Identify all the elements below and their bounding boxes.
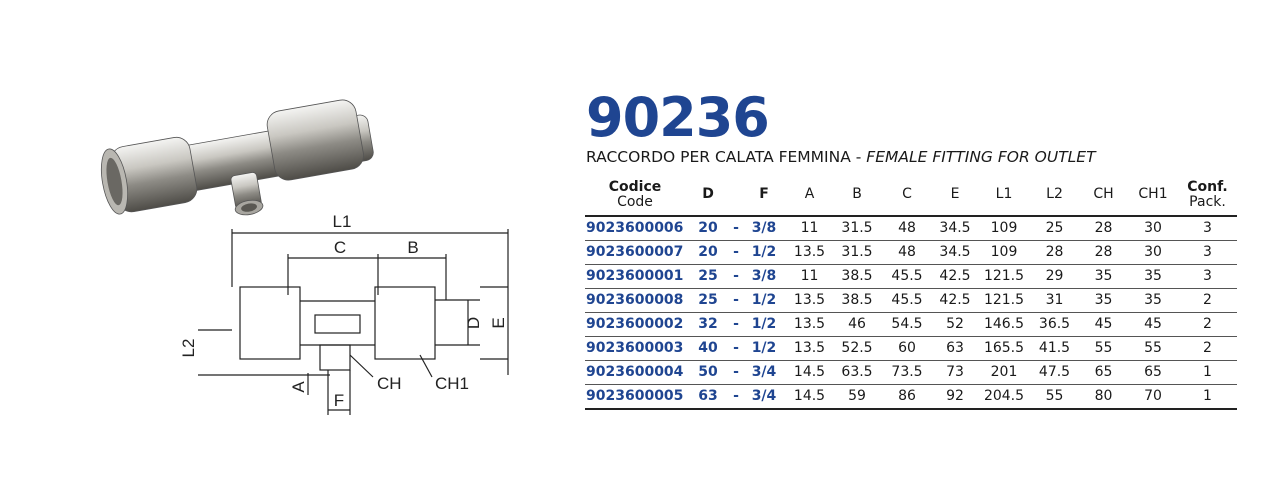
cell-b: 46 bbox=[848, 316, 866, 332]
cell-conf: 1 bbox=[1203, 388, 1212, 404]
cell-b: 38.5 bbox=[841, 268, 873, 284]
cell-e: 73 bbox=[946, 364, 964, 380]
cell-f: 3/4 bbox=[751, 388, 777, 404]
cell-ch1: 30 bbox=[1144, 244, 1162, 260]
table-row bbox=[585, 337, 1237, 361]
cell-a: 13.5 bbox=[793, 340, 826, 356]
cell-ch: 80 bbox=[1094, 388, 1113, 404]
col-l1: L1 bbox=[995, 186, 1013, 202]
cell-code: 9023600007 bbox=[586, 244, 684, 260]
col-c: C bbox=[902, 186, 912, 202]
col-conf-it: Conf. bbox=[1187, 178, 1228, 195]
table-row bbox=[585, 265, 1237, 289]
cell-c: 48 bbox=[898, 220, 916, 236]
label-A: A bbox=[289, 381, 308, 393]
table-header-row bbox=[585, 174, 1237, 216]
cell-l1: 204.5 bbox=[983, 388, 1025, 404]
col-l2: L2 bbox=[1046, 186, 1063, 202]
cell-a: 13.5 bbox=[793, 244, 826, 260]
col-a: A bbox=[804, 186, 815, 202]
cell-l2: 25 bbox=[1045, 220, 1064, 236]
cell-f: 1/2 bbox=[751, 292, 777, 308]
cell-l2: 41.5 bbox=[1038, 340, 1071, 356]
table-row bbox=[585, 289, 1237, 313]
cell-a: 11 bbox=[800, 220, 819, 236]
cell-conf: 2 bbox=[1203, 316, 1212, 332]
cell-f: 3/8 bbox=[751, 220, 777, 236]
cell-dash: - bbox=[733, 340, 739, 356]
cell-conf: 2 bbox=[1203, 292, 1212, 308]
table-body bbox=[585, 216, 1237, 409]
cell-code: 9023600005 bbox=[586, 388, 684, 404]
cell-a: 11 bbox=[800, 268, 819, 284]
cell-ch1: 45 bbox=[1144, 316, 1162, 332]
cell-d: 40 bbox=[698, 340, 718, 356]
cell-ch: 65 bbox=[1094, 364, 1113, 380]
col-ch1: CH1 bbox=[1138, 186, 1168, 202]
cell-dash: - bbox=[733, 220, 739, 236]
cell-b: 38.5 bbox=[841, 292, 873, 308]
label-B: B bbox=[407, 238, 419, 257]
col-e: E bbox=[950, 186, 960, 202]
col-conf-en: Pack. bbox=[1189, 193, 1226, 210]
cell-l2: 47.5 bbox=[1038, 364, 1071, 380]
technical-drawing bbox=[170, 205, 530, 420]
cell-c: 45.5 bbox=[891, 292, 923, 308]
cell-l1: 109 bbox=[990, 220, 1018, 236]
cell-ch1: 35 bbox=[1144, 268, 1162, 284]
cell-b: 31.5 bbox=[841, 244, 873, 260]
title-english: FEMALE FITTING FOR OUTLET bbox=[866, 148, 1096, 166]
cell-d: 20 bbox=[698, 220, 718, 236]
cell-f: 3/8 bbox=[751, 268, 777, 284]
cell-a: 14.5 bbox=[793, 388, 826, 404]
cell-ch1: 55 bbox=[1144, 340, 1162, 356]
cell-dash: - bbox=[733, 292, 739, 308]
cell-b: 63.5 bbox=[841, 364, 873, 380]
col-code-it: Codice bbox=[608, 178, 662, 195]
cell-code: 9023600003 bbox=[586, 340, 684, 356]
cell-e: 42.5 bbox=[939, 268, 971, 284]
label-CH: CH bbox=[377, 374, 402, 393]
cell-ch: 45 bbox=[1094, 316, 1113, 332]
cell-dash: - bbox=[733, 388, 739, 404]
cell-d: 25 bbox=[698, 292, 718, 308]
cell-l1: 121.5 bbox=[983, 292, 1025, 308]
product-title bbox=[586, 147, 1096, 167]
cell-f: 1/2 bbox=[751, 316, 777, 332]
cell-l1: 165.5 bbox=[983, 340, 1025, 356]
col-conf bbox=[1178, 174, 1237, 216]
cell-e: 34.5 bbox=[939, 220, 971, 236]
cell-e: 42.5 bbox=[939, 292, 971, 308]
cell-conf: 2 bbox=[1203, 340, 1212, 356]
cell-e: 63 bbox=[946, 340, 964, 356]
cell-conf: 3 bbox=[1203, 220, 1212, 236]
cell-ch: 55 bbox=[1094, 340, 1113, 356]
cell-c: 48 bbox=[898, 244, 916, 260]
label-F: F bbox=[333, 391, 345, 410]
product-photo bbox=[92, 96, 392, 221]
col-dash bbox=[731, 174, 741, 216]
label-E: E bbox=[489, 317, 508, 329]
cell-a: 13.5 bbox=[793, 292, 826, 308]
product-code: 90236 bbox=[586, 86, 769, 149]
cell-l1: 201 bbox=[990, 364, 1018, 380]
label-L1: L1 bbox=[332, 212, 352, 231]
label-C: C bbox=[333, 238, 347, 257]
cell-l2: 29 bbox=[1045, 268, 1064, 284]
cell-ch1: 70 bbox=[1144, 388, 1162, 404]
cell-f: 1/2 bbox=[751, 244, 777, 260]
cell-ch1: 35 bbox=[1144, 292, 1162, 308]
col-f: F bbox=[759, 186, 769, 202]
cell-c: 54.5 bbox=[891, 316, 923, 332]
cell-l2: 31 bbox=[1045, 292, 1064, 308]
cell-dash: - bbox=[733, 268, 739, 284]
cell-l2: 36.5 bbox=[1038, 316, 1071, 332]
spec-table bbox=[585, 174, 1237, 410]
cell-d: 32 bbox=[698, 316, 718, 332]
cell-ch: 35 bbox=[1094, 292, 1113, 308]
cell-dash: - bbox=[733, 316, 739, 332]
cell-a: 13.5 bbox=[793, 316, 826, 332]
cell-d: 20 bbox=[698, 244, 718, 260]
cell-e: 52 bbox=[946, 316, 964, 332]
cell-ch1: 65 bbox=[1144, 364, 1162, 380]
cell-code: 9023600006 bbox=[586, 220, 684, 236]
cell-e: 34.5 bbox=[939, 244, 971, 260]
cell-code: 9023600008 bbox=[586, 292, 684, 308]
table-row bbox=[585, 361, 1237, 385]
cell-conf: 1 bbox=[1203, 364, 1212, 380]
table-row bbox=[585, 241, 1237, 265]
label-D: D bbox=[464, 316, 483, 330]
cell-ch1: 30 bbox=[1144, 220, 1162, 236]
cell-a: 14.5 bbox=[793, 364, 826, 380]
cell-dash: - bbox=[733, 244, 739, 260]
cell-c: 73.5 bbox=[891, 364, 923, 380]
label-L2: L2 bbox=[179, 338, 198, 358]
table-row bbox=[585, 216, 1237, 241]
col-ch: CH bbox=[1093, 186, 1114, 202]
cell-f: 3/4 bbox=[751, 364, 777, 380]
cell-b: 52.5 bbox=[841, 340, 873, 356]
cell-l2: 28 bbox=[1045, 244, 1064, 260]
cell-code: 9023600001 bbox=[586, 268, 684, 284]
cell-l1: 121.5 bbox=[983, 268, 1025, 284]
cell-ch: 28 bbox=[1094, 220, 1113, 236]
cell-f: 1/2 bbox=[751, 340, 777, 356]
cell-c: 86 bbox=[898, 388, 916, 404]
label-CH1: CH1 bbox=[435, 374, 470, 393]
cell-ch: 35 bbox=[1094, 268, 1113, 284]
table-row bbox=[585, 385, 1237, 410]
cell-b: 59 bbox=[848, 388, 866, 404]
table-row bbox=[585, 313, 1237, 337]
col-b: B bbox=[852, 186, 862, 202]
cell-l2: 55 bbox=[1045, 388, 1064, 404]
cell-d: 63 bbox=[698, 388, 718, 404]
col-code-en: Code bbox=[617, 193, 653, 210]
cell-e: 92 bbox=[946, 388, 964, 404]
cell-l1: 109 bbox=[990, 244, 1018, 260]
cell-dash: - bbox=[733, 364, 739, 380]
cell-d: 25 bbox=[698, 268, 718, 284]
cell-b: 31.5 bbox=[841, 220, 873, 236]
col-code bbox=[585, 174, 685, 216]
cell-code: 9023600004 bbox=[586, 364, 684, 380]
cell-code: 9023600002 bbox=[586, 316, 684, 332]
cell-c: 45.5 bbox=[891, 268, 923, 284]
title-italian: RACCORDO PER CALATA FEMMINA - bbox=[586, 148, 867, 166]
cell-d: 50 bbox=[698, 364, 718, 380]
cell-conf: 3 bbox=[1203, 268, 1212, 284]
cell-ch: 28 bbox=[1094, 244, 1113, 260]
cell-l1: 146.5 bbox=[983, 316, 1025, 332]
cell-conf: 3 bbox=[1203, 244, 1212, 260]
cell-c: 60 bbox=[898, 340, 916, 356]
col-d: D bbox=[702, 186, 714, 202]
